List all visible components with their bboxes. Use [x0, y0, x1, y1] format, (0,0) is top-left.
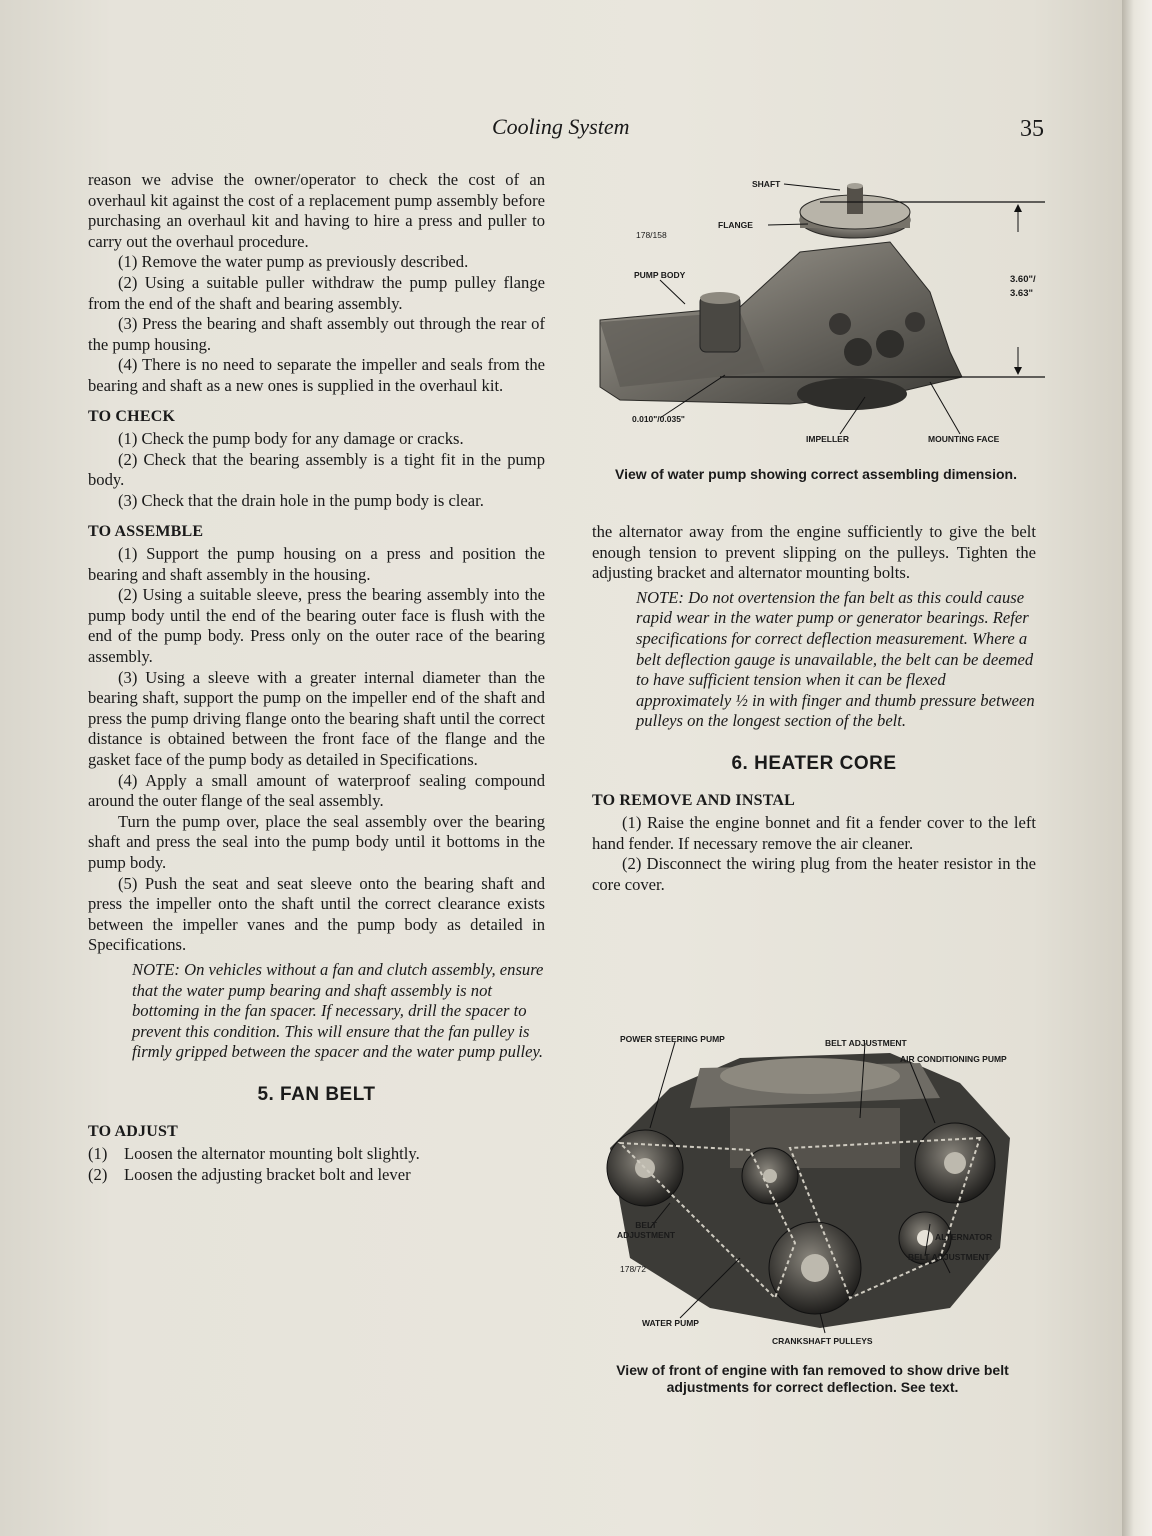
to-adjust-heading: TO ADJUST — [88, 1122, 178, 1140]
step-number: (1) — [118, 429, 138, 449]
step-number: (1) — [88, 1144, 108, 1164]
step-text: Support the pump housing on a press and position the bearing and shaft assembly in the housing. — [88, 544, 545, 584]
step-number: (4) — [118, 355, 138, 375]
water-pump-figure-caption: View of water pump showing correct assembling dimension. — [615, 466, 1017, 482]
engine-front-figure — [590, 1028, 1040, 1348]
turn-over-paragraph: Turn the pump over, place the seal assembly over the bearing shaft and press the seal into the pump body until it bottoms in the pump body. — [88, 811, 545, 872]
dimension-lower-label: 3.63" — [1010, 288, 1033, 299]
shaft-label: SHAFT — [752, 179, 781, 189]
page-edge — [1122, 0, 1152, 1536]
heater-core-section-title: 6. HEATER CORE — [731, 752, 897, 774]
step-paragraph — [88, 771, 545, 812]
to-check-heading: TO CHECK — [88, 407, 176, 425]
step-paragraph — [88, 355, 545, 396]
step-paragraph — [88, 450, 545, 491]
fan-belt-note: NOTE: Do not overtension the fan belt as this could cause rapid wear in the water pump or generator bearings. Refer specifications for correct deflection measurement. Where a belt deflection gauge is unavailable, the belt can be deemed to have sufficient tension when it can be flexed approximately ½ in with finger and thumb pressure between pulleys on the longest section of the belt. — [636, 587, 1035, 731]
continued-paragraph: the alternator away from the engine sufficiently to give the belt enough tension to prevent slipping on the pulleys. Tighten the adjusting bracket and alternator mounting bolts. — [592, 522, 1036, 583]
step-number: (2) — [118, 272, 138, 292]
mounting-face-label: MOUNTING FACE — [928, 434, 1000, 444]
flange-label: FLANGE — [718, 220, 753, 230]
step-paragraph — [88, 314, 545, 355]
water-pump-figure — [590, 172, 1050, 462]
step-text: Disconnect the wiring plug from the heater resistor in the core cover. — [592, 854, 1036, 894]
clearance-label: 0.010"/0.035" — [632, 414, 685, 424]
assembly-note: NOTE: On vehicles without a fan and clutch assembly, ensure that the water pump bearing and shaft assembly is not bottoming in the fan spacer. If necessary, drill the spacer to prevent this condition. This will ensure that the fan pulley is firmly gripped between the spacer and the water pump pulley. — [132, 959, 544, 1062]
step-text: Apply a small amount of waterproof sealing compound around the outer flange of the seal assembly. — [88, 770, 545, 811]
step-text: There is no need to separate the impeller and seals from the bearing and shaft as a new ones is supplied in the overhaul kit. — [88, 355, 545, 395]
fan-belt-section-title: 5. FAN BELT — [257, 1083, 376, 1105]
engine-front-figure-caption: View of front of engine with fan removed to show drive belt adjustments for correct deflection. See text. — [616, 1362, 1009, 1395]
step-number: (3) — [118, 667, 138, 687]
step-text: Remove the water pump as previously described. — [141, 252, 469, 272]
step-text: Loosen the alternator mounting bolt slightly. — [124, 1144, 420, 1164]
step-paragraph — [592, 813, 1036, 854]
figure-ref-number: 178/158 — [636, 230, 667, 240]
alternator-label: ALTERNATOR — [935, 1232, 993, 1242]
belt-adjustment-top-label: BELT ADJUSTMENT — [825, 1038, 907, 1048]
step-number: (1) — [622, 813, 642, 833]
step-text: Loosen the adjusting bracket bolt and lever — [124, 1164, 411, 1184]
step-paragraph — [88, 429, 545, 450]
step-number: (2) — [118, 585, 138, 605]
engine-front-illustration — [590, 1028, 1040, 1348]
belt-adjustment-right-label: BELT ADJUSTMENT — [908, 1252, 990, 1262]
step-paragraph — [88, 1144, 545, 1165]
power-steering-pump-label: POWER STEERING PUMP — [620, 1034, 725, 1044]
step-text: Push the seat and seat sleeve onto the bearing shaft and press the impeller onto the shaft until the correct clearance exists between the impeller vanes and the pump body as detailed in Specifications. — [88, 873, 545, 955]
right-column — [592, 522, 1036, 896]
step-text: Check the pump body for any damage or cracks. — [141, 429, 464, 449]
running-header-title: Cooling System — [492, 114, 630, 139]
step-number: (1) — [118, 544, 138, 564]
step-text: Check that the drain hole in the pump body is clear. — [141, 490, 484, 510]
left-column — [88, 170, 545, 1185]
to-assemble-heading: TO ASSEMBLE — [88, 522, 204, 540]
step-paragraph — [88, 491, 545, 512]
step-number: (5) — [118, 873, 138, 893]
pump-body-label: PUMP BODY — [634, 270, 686, 280]
step-number: (4) — [118, 770, 138, 790]
intro-paragraph: reason we advise the owner/operator to check the cost of an overhaul kit against the cost of a replacement pump assembly before purchasing an overhaul kit and having to hire a press and puller to carry out the overhaul procedure. — [88, 170, 545, 251]
step-number: (3) — [118, 314, 138, 334]
step-text: Raise the engine bonnet and fit a fender cover to the left hand fender. If necessary remove the air cleaner. — [592, 813, 1036, 853]
step-paragraph — [88, 273, 545, 314]
crankshaft-pulleys-label: CRANKSHAFT PULLEYS — [772, 1336, 873, 1346]
step-paragraph — [88, 874, 545, 956]
step-paragraph — [88, 668, 545, 771]
step-number: (2) — [622, 854, 642, 874]
step-text: Press the bearing and shaft assembly out through the rear of the pump housing. — [88, 314, 545, 354]
step-text: Check that the bearing assembly is a tight fit in the pump body. — [88, 449, 545, 490]
step-paragraph — [88, 1165, 545, 1186]
step-text: Using a sleeve with a greater internal diameter than the bearing shaft, support the pump on the impeller end of the shaft and press the pump driving flange onto the bearing shaft until the correct distance is obtained between the front face of the flange and the gasket face of the pump body as detailed in Specifications. — [88, 667, 545, 770]
air-conditioning-pump-label: AIR CONDITIONING PUMP — [900, 1054, 1007, 1064]
step-paragraph — [88, 585, 545, 667]
step-paragraph — [592, 854, 1036, 895]
water-pump-label: WATER PUMP — [642, 1318, 699, 1328]
page-number: 35 — [1020, 116, 1044, 142]
belt-adjustment-left-label: BELT ADJUSTMENT — [616, 1220, 676, 1240]
step-paragraph — [88, 252, 545, 273]
step-number: (1) — [118, 252, 138, 272]
step-text: Using a suitable puller withdraw the pump pulley flange from the end of the shaft and bearing assembly. — [88, 272, 545, 313]
remove-instal-heading: TO REMOVE AND INSTAL — [592, 791, 795, 809]
step-text: Using a suitable sleeve, press the bearing assembly into the pump body until the end of the bearing outer face is flush with the end of the pump body. Press only on the outer race of the bearing assembly. — [88, 585, 546, 667]
impeller-label: IMPELLER — [806, 434, 849, 444]
dimension-upper-label: 3.60"/ — [1010, 274, 1036, 285]
step-number: (2) — [118, 449, 138, 469]
figure-ref-number: 178/72 — [620, 1264, 646, 1274]
step-number: (3) — [118, 490, 138, 510]
step-number: (2) — [88, 1164, 108, 1184]
step-paragraph — [88, 544, 545, 585]
